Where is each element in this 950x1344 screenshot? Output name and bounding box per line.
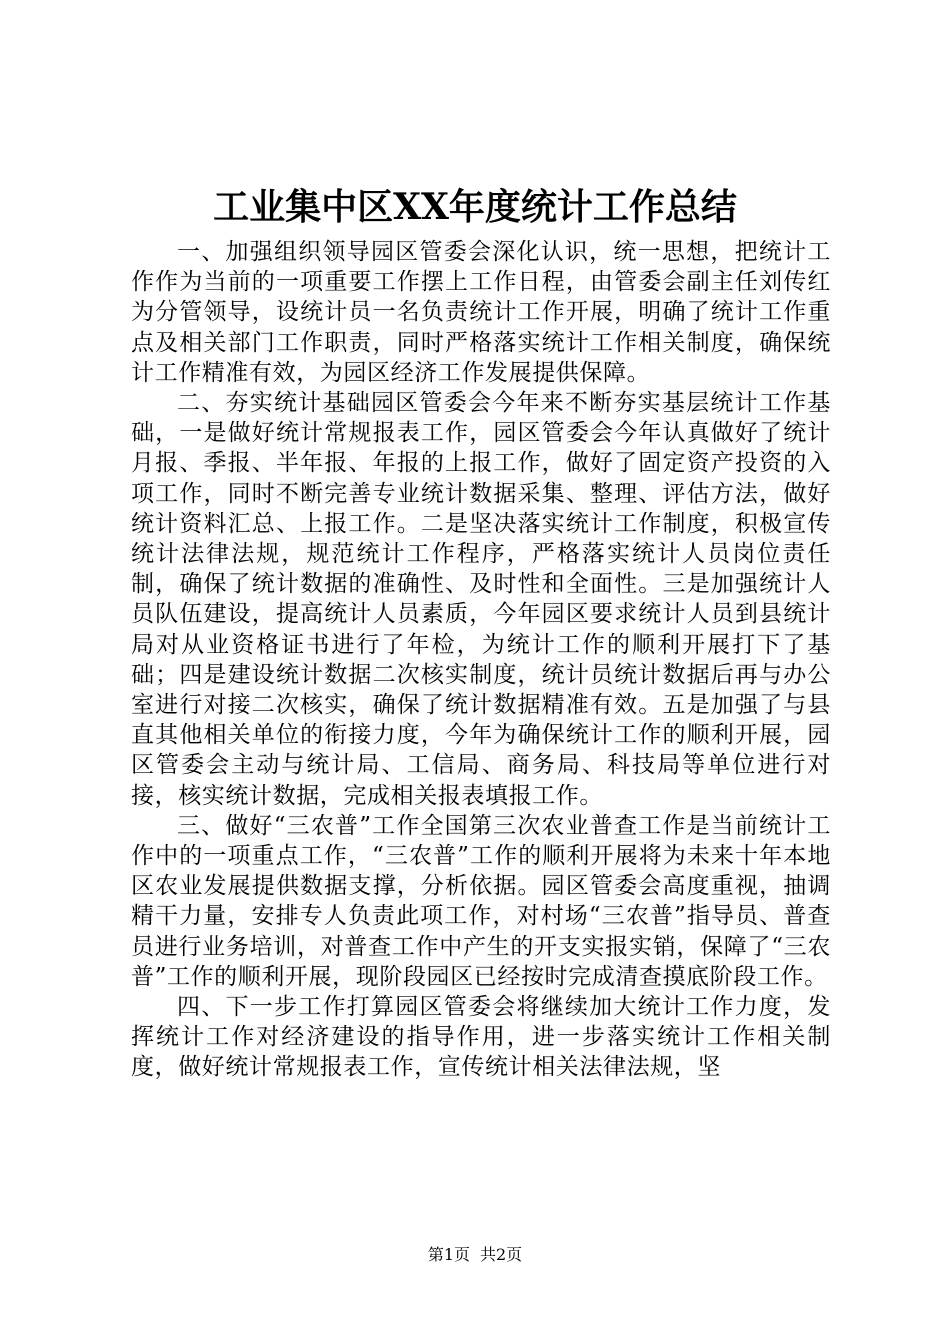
document-body	[131, 237, 831, 1083]
document-title: 工业集中区XX年度统计工作总结	[213, 186, 737, 228]
page-footer	[0, 1244, 950, 1266]
paragraph-2: 二、夯实统计基础园区管委会今年来不断夯实基层统计工作基础，一是做好统计常规报表工作，园区管委会今年认真做好了统计月报、季报、半年报、年报的上报工作，做好了固定资产投资的入项工作，同时不断完善专业统计数据采集、整理、评估方法，做好统计资料汇总、上报工作。二是坚决落实统计工作制度，积极宣传统计法律法规，规范统计工作程序，严格落实统计人员岗位责任制，确保了统计数据的准确性、及时性和全面性。三是加强统计人员队伍建设，提高统计人员素质，今年园区要求统计人员到县统计局对从业资格证书进行了年检，为统计工作的顺利开展打下了基础；四是建设统计数据二次核实制度，统计员统计数据后再与办公室进行对接二次核实，确保了统计数据精准有效。五是加强了与县直其他相关单位的衔接力度，今年为确保统计工作的顺利开展，园区管委会主动与统计局、工信局、商务局、科技局等单位进行对接，核实统计数据，完成相关报表填报工作。	[131, 390, 831, 809]
paragraph-4: 四、下一步工作打算园区管委会将继续加大统计工作力度，发挥统计工作对经济建设的指导作用，进一步落实统计工作相关制度，做好统计常规报表工作，宣传统计相关法律法规，坚	[131, 994, 831, 1081]
page-number-total: 共2页	[480, 1245, 523, 1264]
page-number-current: 第1页	[427, 1245, 470, 1264]
paragraph-3: 三、做好“三农普”工作全国第三次农业普查工作是当前统计工作中的一项重点工作，“三农普”工作的顺利开展将为未来十年本地区农业发展提供数据支撑，分析依据。园区管委会高度重视，抽调精干力量，安排专人负责此项工作，对村场“三农普”指导员、普查员进行业务培训，对普查工作中产生的开支实报实销，保障了“三农普”工作的顺利开展，现阶段园区已经按时完成清查摸底阶段工作。	[131, 812, 831, 990]
paragraph-1: 一、加强组织领导园区管委会深化认识，统一思想，把统计工作作为当前的一项重要工作摆上工作日程，由管委会副主任刘传红为分管领导，设统计员一名负责统计工作开展，明确了统计工作重点及相关部门工作职责，同时严格落实统计工作相关制度，确保统计工作精准有效，为园区经济工作发展提供保障。	[131, 239, 831, 386]
